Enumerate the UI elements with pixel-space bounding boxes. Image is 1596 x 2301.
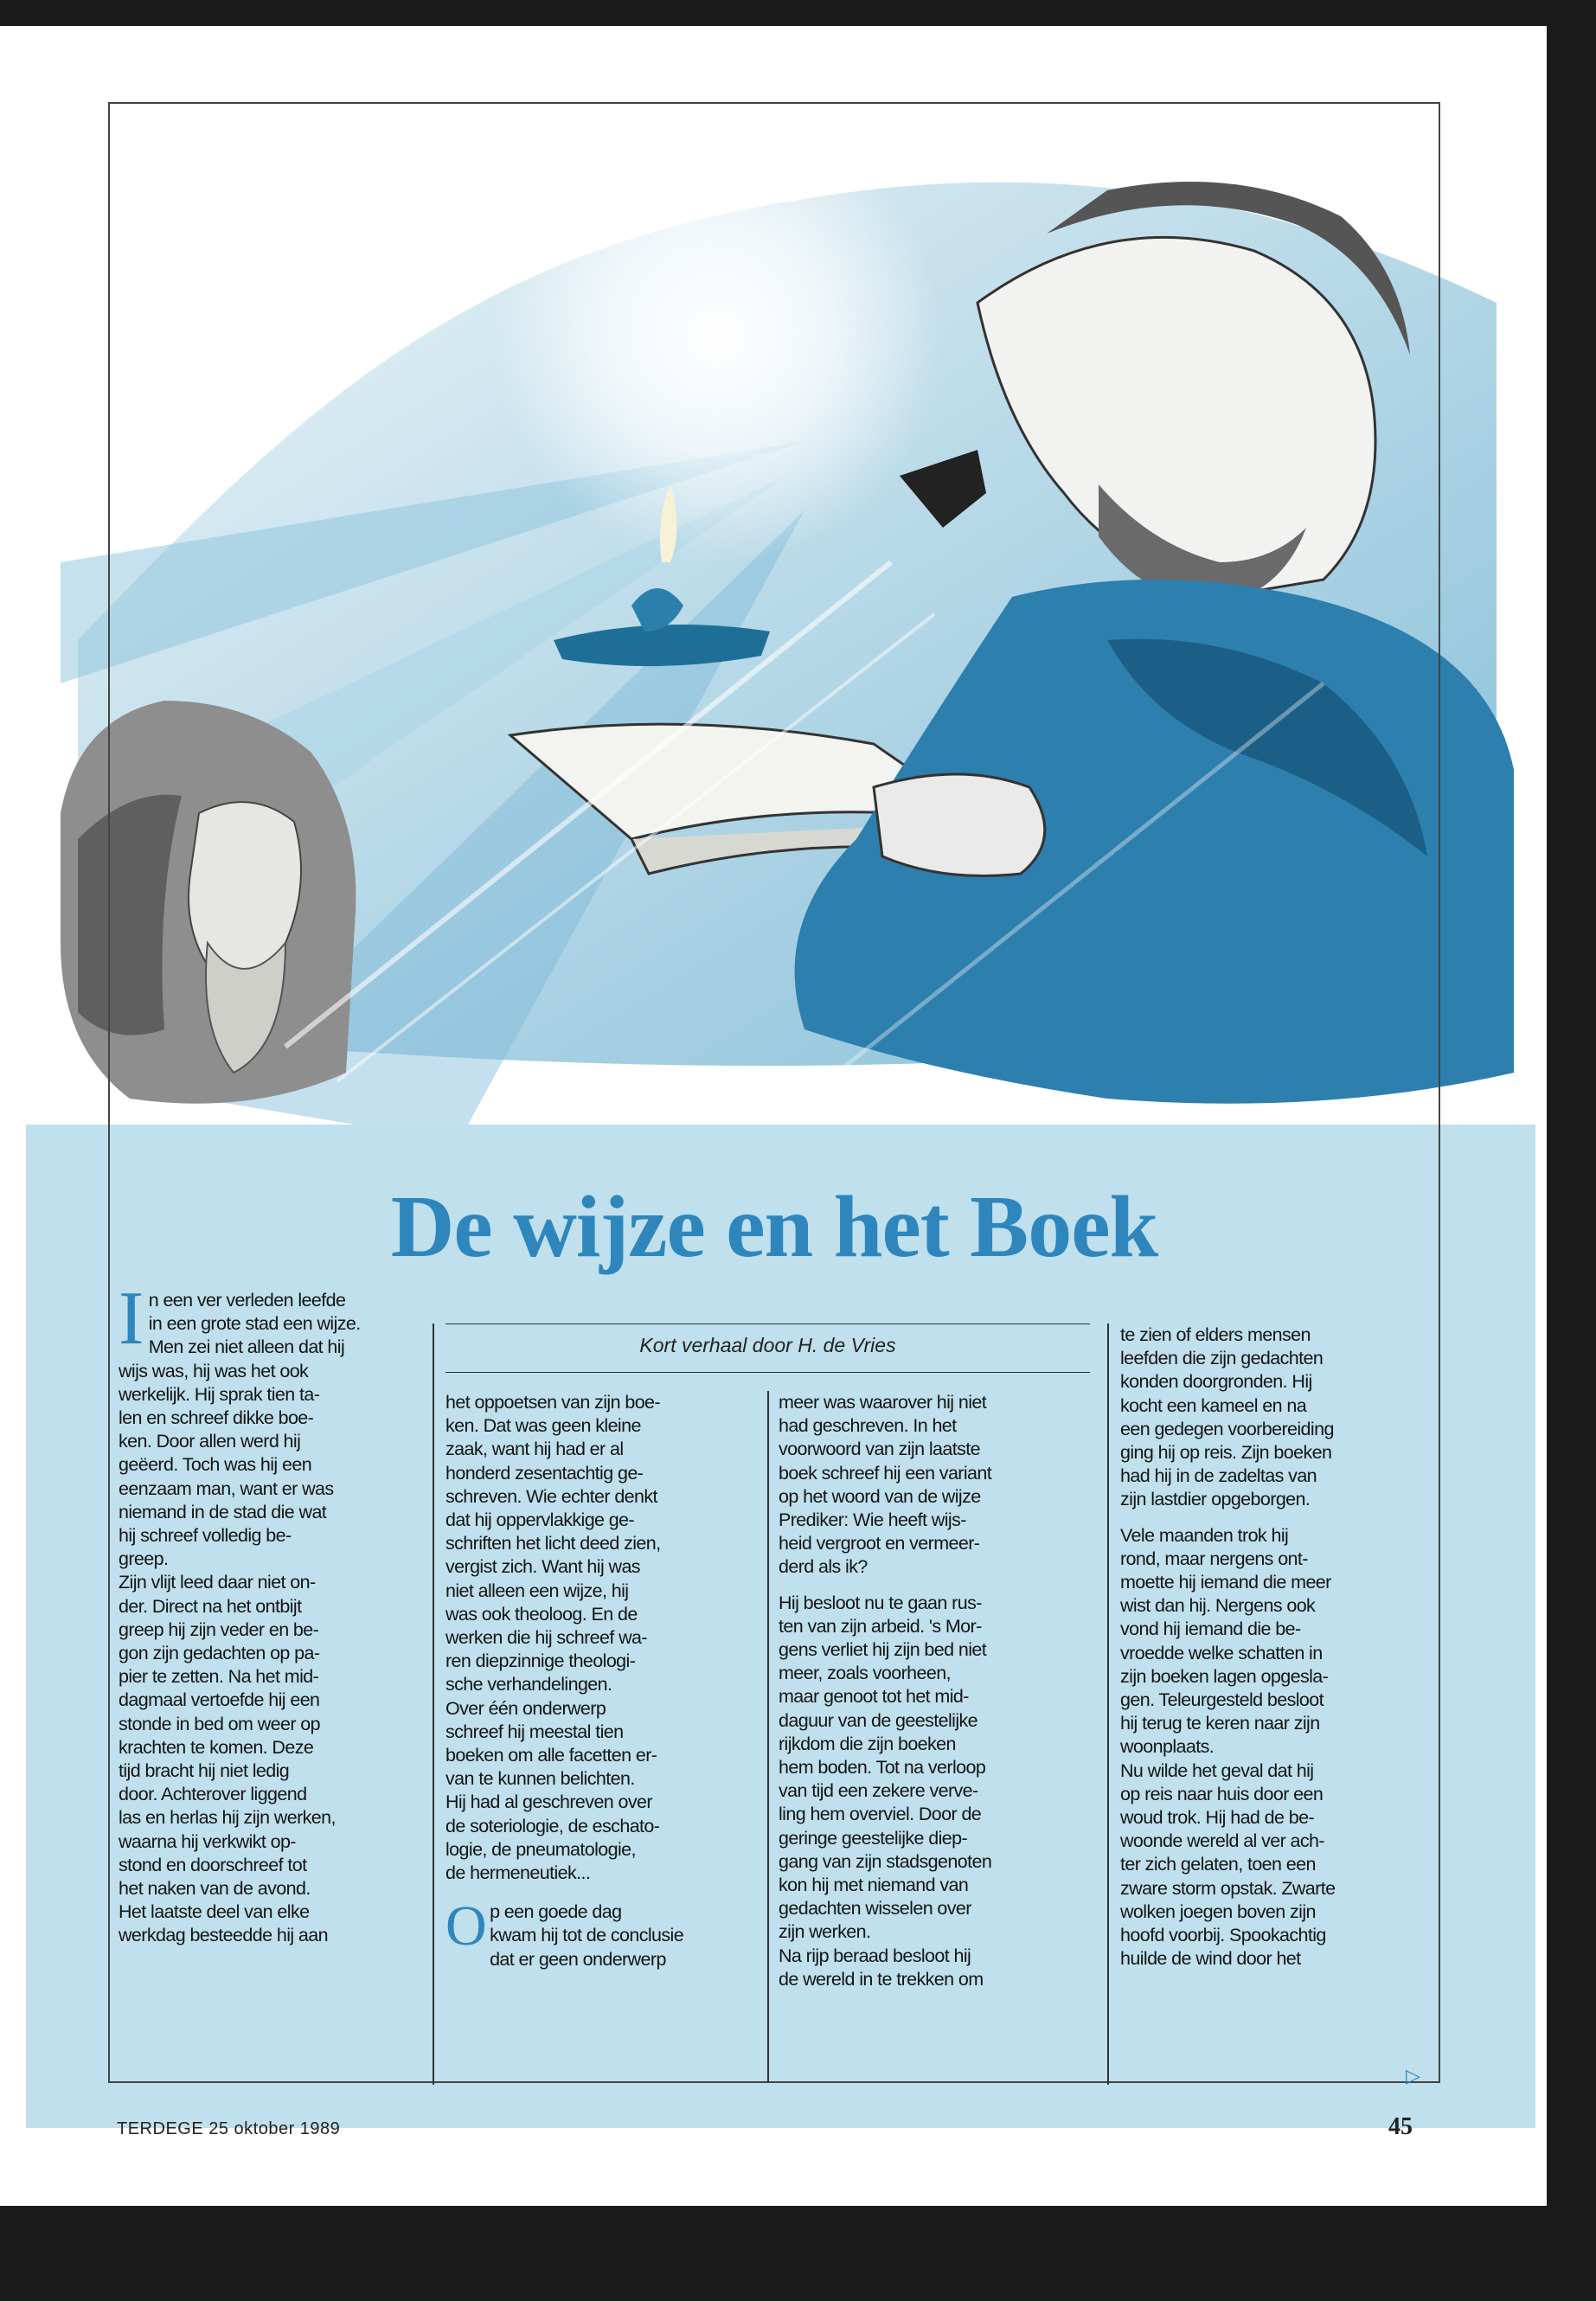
byline-box: [445, 1324, 1090, 1373]
footer-publication: TERDEGE 25 oktober 1989: [117, 2119, 341, 2138]
dropcap-letter: O: [445, 1894, 487, 1958]
article-title: De wijze en het Boek: [390, 1178, 1158, 1276]
column-divider: [1107, 1324, 1109, 2085]
col1-paragraph-2: Zijn vlijt leed daar niet on- der. Direct na het ontbijt greep hij zijn veder en be- gon zijn gedachten op pa- pier te zetten. Na het mid- dagmaal vertoefde hij een stonde in bed om weer op krachten te komen. Deze tijd bracht hij niet ledig door. Achterover liggend las en herlas hij zijn werken, waarna hij verkwikt op- stond en doorschreef tot het naken van de avond. Het laatste deel van elke werkdag besteedde hij aan: [119, 1572, 336, 1946]
column-divider: [767, 1391, 769, 2083]
article-column-1: [119, 1277, 421, 1948]
col2-paragraph-1: het oppoetsen van zijn boe- ken. Dat was geen kleine zaak, want hij had er al honderd zesentachtig ge- schreven. Wie echter denkt dat hij oppervlakkige ge- schriften het licht deed zien, vergist zich. Want hij was niet alleen een wijze, hij was ook theoloog. En de werken die hij schreef wa- ren diepzinnige theologi- sche verhandelingen. Over één onderwerp schreef hij meestal tien boeken om alle facetten er- van te kunnen belichten. Hij had al geschreven over de soteriologie, de eschato- logie, de pneumatologie, de hermeneutiek...: [445, 1392, 661, 1884]
col4-paragraph-1: te zien of elders mensen leefden die zijn gedachten konden doorgronden. Hij kocht een kameel en na een gedegen voorbereiding ging hij op reis. Zijn boeken had hij in de zadeltas van zijn lastdier opgeborgen.: [1120, 1324, 1334, 1510]
continue-arrow-icon: ▷: [1406, 2065, 1420, 2086]
col1-paragraph-1: n een ver verleden leefde in een grote stad een wijze. Men zei niet alleen dat hij wijs was, hij was het ook werkelijk. Hij sprak tien ta- len en schreef dikke boe- ken. Door allen werd hij geëerd. Toch was hij een eenzaam man, want er was niemand in de stad die wat hij schreef volledig be- greep.: [119, 1290, 361, 1570]
col3-paragraph-2: Hij besloot nu te gaan rus- ten van zijn arbeid. 's Mor- gens verliet hij zijn bed niet meer, zoals voorheen, maar genoot tot het mid- daguur van de geestelijke rijkdom die zijn boeken hem boden. Tot na verloop van tijd een zekere verve- ling hem overviel. Door de geringe geestelijke diep- gang van zijn stadsgenoten kon hij met niemand van gedachten wisselen over zijn werken. Na rijp beraad besloot hij de wereld in te trekken om: [779, 1592, 992, 1990]
article-column-3: [779, 1391, 1090, 1991]
col2-paragraph-2: p een goede dag kwam hij tot de conclusie dat er geen onderwerp: [490, 1901, 684, 1970]
column-divider: [433, 1324, 434, 2085]
article-column-4: [1120, 1324, 1423, 1971]
article-column-2: [445, 1391, 753, 1971]
col4-paragraph-2: Vele maanden trok hij rond, maar nergens ont- moette hij iemand die meer wist dan hij. Nergens ook vond hij iemand die be- vroedde welke schatten in zijn boeken lagen opgesla- gen. Teleurgesteld besloot hij terug te keren naar zijn woonplaats. Nu wilde het geval dat hij op reis naar huis door een woud trok. Hij had de be- woonde wereld al ver ach- ter zich gelaten, toen een zware storm opstak. Zwarte wolken joegen boven zijn hoofd voorbij. Spookachtig huilde de wind door het: [1120, 1524, 1336, 1970]
magazine-page: [0, 26, 1547, 2206]
byline: Kort verhaal door H. de Vries: [639, 1334, 896, 1356]
dropcap-letter: I: [119, 1277, 144, 1361]
page-number: 45: [1388, 2113, 1413, 2140]
col3-paragraph-1: meer was waarover hij niet had geschreven. In het voorwoord van zijn laatste boek schreef hij een variant op het woord van de wijze Prediker: Wie heeft wijs- heid vergroot en vermeer- derd als ik?: [779, 1392, 992, 1578]
